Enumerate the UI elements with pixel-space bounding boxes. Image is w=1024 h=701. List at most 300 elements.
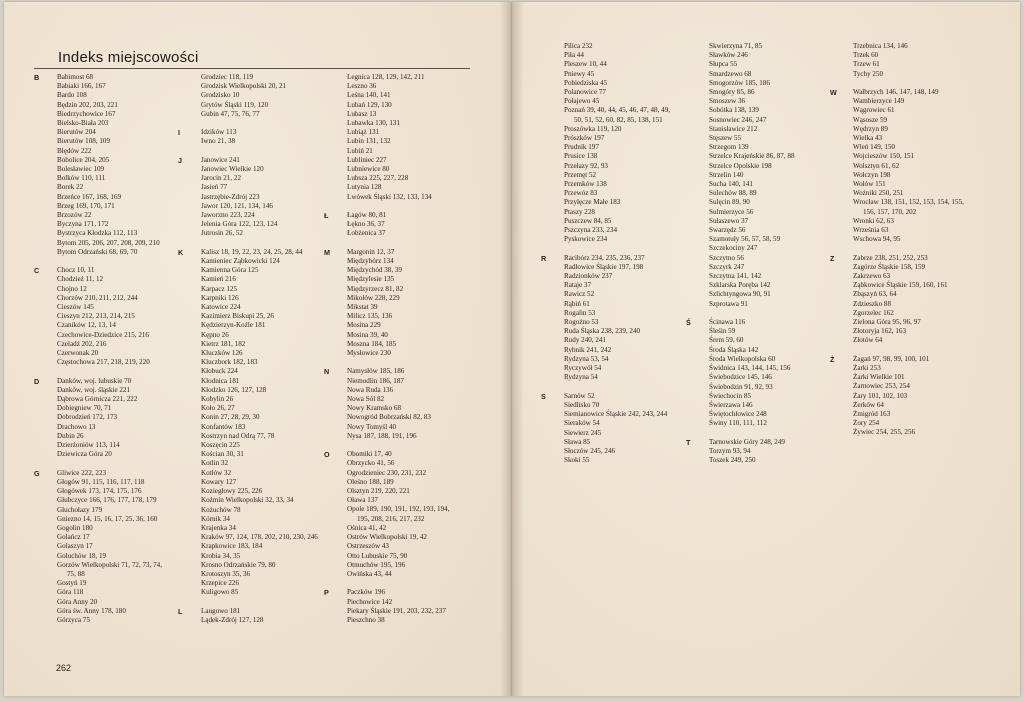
section-letter: B [34, 73, 40, 82]
index-entry: Prusice 138 [564, 152, 598, 161]
index-entry: Poznań 39, 40, 44, 45, 46, 47, 48, 49, [564, 106, 671, 115]
index-entry: Żarki Wielkie 101 [853, 373, 905, 382]
index-entry: Karpacz 125 [201, 284, 238, 293]
index-entry: Chocz 10, 11 [57, 266, 95, 275]
index-entry: Łagów 80, 81 [347, 211, 387, 220]
index-entry: Dzierżoniów 113, 114 [57, 441, 120, 450]
index-entry: Skwierzyna 71, 85 [709, 42, 762, 50]
index-entry: Wleń 149, 150 [853, 143, 895, 152]
index-entry: Katowice 224 [201, 303, 241, 312]
index-entry: Sławków 246 [709, 51, 748, 60]
index-entry: Rydzyna 54 [564, 373, 598, 382]
index-entry: Bielsko-Biała 203 [57, 119, 109, 128]
index-entry: Złotoryja 162, 163 [853, 327, 906, 336]
index-entry: Jawor 120, 121, 134, 146 [201, 201, 273, 210]
index-entry: Cieszów 145 [57, 303, 94, 312]
index-entry: Mosina 229 [347, 321, 381, 330]
index-entry: Konfantów 183 [201, 422, 246, 431]
index-entry: Dobrodzień 172, 173 [57, 413, 118, 422]
index-entry: Lubiąż 131 [347, 128, 380, 137]
index-entry: Międzychód 38, 39 [347, 266, 402, 275]
index-entry: Sułaszewo 37 [709, 216, 749, 225]
index-entry: Sucha 140, 141 [709, 180, 753, 189]
index-entry: Kłodnica 181 [201, 376, 240, 385]
index-entry: Zielona Góra 95, 96, 97 [853, 318, 921, 327]
index-entry: Oleśno 188, 189 [347, 477, 394, 486]
index-entry: Cieszyn 212, 213, 214, 215 [57, 312, 135, 321]
index-entry: Sulmierzyce 56 [709, 207, 754, 216]
index-entry: Lwówek Śląski 132, 133, 134 [347, 192, 432, 201]
index-entry: Sobótka 138, 139 [709, 106, 759, 115]
index-entry: Trzebnica 134, 146 [853, 42, 908, 50]
index-entry: Drachowo 13 [57, 422, 96, 431]
index-entry: Golaszyn 17 [57, 542, 93, 551]
section-letter: Ś [686, 318, 691, 327]
index-entry: Zgorzelec 162 [853, 308, 894, 317]
index-entry: Ptaszy 228 [564, 207, 595, 216]
index-entry-continuation: 50, 51, 52, 60, 82, 85, 138, 151 [574, 115, 663, 124]
index-entry: Wągrowiec 61 [853, 106, 895, 115]
index-entry: Złotów 64 [853, 336, 883, 345]
index-entry: Świebodzin 91, 92, 93 [709, 382, 773, 391]
index-entry: Pobiedziska 45 [564, 78, 608, 87]
index-entry: Jasień 77 [201, 183, 228, 192]
index-entry: Namysłów 185, 186 [347, 367, 405, 376]
index-entry: Kamieniec Ząbkowicki 124 [201, 257, 280, 266]
index-entry: Krobia 34, 35 [201, 551, 241, 560]
section-letter: J [178, 155, 182, 165]
index-entry: Grodzisko 10 [201, 91, 240, 100]
index-entry: Nowy Tomyśl 40 [347, 422, 397, 431]
index-entry: Prószków 197 [564, 134, 605, 143]
index-entry: Słupca 55 [709, 60, 738, 69]
section-letter: L [178, 606, 183, 616]
index-entry: Legnica 128, 129, 142, 211 [347, 73, 425, 81]
index-entry: Borek 22 [57, 183, 84, 192]
index-entry: Wronki 62, 63 [853, 216, 894, 225]
index-entry: Śrem 59, 60 [709, 336, 744, 345]
index-entry: Czeladź 202, 216 [57, 339, 107, 348]
index-entry: Kuligowo 85 [201, 588, 239, 597]
index-entry: Bierutów 204 [57, 128, 96, 137]
index-entry: Przełazy 92, 93 [564, 161, 608, 170]
index-entry: Strzelce Opolskie 198 [709, 161, 772, 170]
index-entry: Kluczków 126 [201, 349, 243, 358]
index-entry: Łękno 36, 37 [347, 220, 385, 229]
index-entry: Lubliniec 227 [347, 155, 387, 164]
section-gap [564, 244, 670, 253]
index-entry: Wojcieszów 150, 151 [853, 152, 915, 161]
index-entry: Toszek 249, 250 [709, 456, 756, 465]
section-letter: M [324, 247, 330, 257]
section-letter: T [686, 437, 691, 447]
index-entry: Janowiec Wielkie 120 [201, 165, 264, 173]
index-entry: Margonin 12, 37 [347, 247, 395, 256]
index-entry: Rogalin 53 [564, 308, 596, 317]
index-entry: Świerzawa 146 [709, 400, 753, 409]
index-entry: Głubczyce 166, 176, 177, 178, 179 [57, 496, 157, 505]
index-entry: Lubiń 21 [347, 146, 373, 155]
section-gap [347, 358, 449, 367]
index-entry: Trzew 61 [853, 60, 880, 69]
index-entry: Milicz 135, 136 [347, 312, 393, 321]
index-entry: Koło 26, 27 [201, 404, 235, 413]
entries [324, 73, 449, 625]
index-entry: Zdzieszko 88 [853, 299, 892, 308]
index-entry: Gubin 47, 75, 76, 77 [201, 109, 260, 118]
index-entry: Piechowice 142 [347, 597, 393, 606]
index-entry: Leszno 36 [347, 82, 377, 91]
index-entry: Prudnik 197 [564, 143, 599, 152]
index-entry: Pleszew 10, 44 [564, 60, 607, 69]
index-entry: Strzegom 139 [709, 143, 749, 152]
index-column-1 [34, 73, 162, 625]
index-entry: Gostyń 19 [57, 579, 87, 588]
book-gutter [500, 2, 524, 696]
index-entry: Pyskowice 234 [564, 235, 608, 244]
index-column-5 [686, 42, 795, 465]
index-entry: Szklarska Poręba 142 [709, 281, 771, 290]
index-entry: Babimost 68 [57, 73, 94, 81]
section-letter: P [324, 588, 329, 598]
index-entry: Głuchołazy 179 [57, 505, 103, 514]
index-entry: Bardo 108 [57, 91, 87, 100]
index-entry: Ośnica 41, 42 [347, 523, 387, 532]
index-entry: Nysa 187, 188, 191, 196 [347, 431, 417, 440]
section-letter: Ł [324, 211, 329, 220]
section-gap [709, 429, 795, 438]
index-entry: Kłobuck 224 [201, 367, 238, 376]
index-entry: Głogówek 173, 174, 175, 176 [57, 487, 142, 496]
index-entry: Kotlin 32 [201, 459, 228, 468]
index-entry: Kłodzko 126, 127, 128 [201, 385, 267, 394]
index-entry: Środa Śląska 142 [709, 345, 759, 354]
index-entry: Wielka 43 [853, 134, 883, 143]
index-entry: Kowary 127 [201, 477, 237, 486]
index-entry: Sieraków 54 [564, 419, 600, 428]
index-entry: Kobylin 26 [201, 395, 234, 404]
index-entry: Żywiec 254, 255, 256 [853, 428, 916, 437]
index-entry: Ostrów Wielkopolski 19, 42 [347, 533, 427, 542]
index-entry: Koźmin Wielkopolski 32, 33, 34 [201, 496, 294, 505]
index-entry: Szczytna 141, 142 [709, 272, 762, 281]
index-entry: Żagań 97, 98, 99, 100, 101 [853, 354, 930, 363]
index-entry: Trzek 60 [853, 51, 879, 60]
index-entry: Jastrzębie-Zdrój 223 [201, 192, 260, 201]
index-entry: Lubsza 225, 227, 228 [347, 174, 409, 183]
index-entry: Wąsosze 59 [853, 115, 888, 124]
index-entry: Sarnów 52 [564, 391, 595, 400]
index-entry: Otmuchów 195, 196 [347, 560, 406, 569]
section-gap [201, 239, 318, 248]
index-entry: Będzin 202, 203, 221 [57, 100, 118, 109]
section-gap [347, 202, 449, 211]
index-entry: Smogorzów 185, 186 [709, 78, 770, 87]
index-entry: Chojno 12 [57, 284, 87, 293]
entries [34, 73, 162, 625]
section-gap [709, 309, 795, 318]
index-entry: Bystrzyca Kłodzka 112, 113 [57, 229, 138, 238]
index-entry: Dziewicza Góra 20 [57, 450, 112, 459]
index-entry: Bolków 110, 111 [57, 174, 106, 183]
index-entry: Rudy 240, 241 [564, 336, 606, 345]
index-entry: Obomiki 17, 40 [347, 450, 392, 459]
section-letter: K [178, 247, 184, 257]
index-entry: Ogrodzieniec 230, 231, 232 [347, 468, 426, 477]
section-letter: I [178, 128, 180, 138]
index-entry: Ścinawa 116 [709, 318, 746, 327]
section-gap [853, 244, 964, 253]
index-entry: Dąbrowa Górnicza 221, 222 [57, 395, 138, 404]
section-letter: W [830, 88, 837, 97]
index-entry: Szczekociny 247 [709, 244, 758, 253]
index-entry: Konin 27, 28, 29, 30 [201, 413, 260, 422]
index-entry: Rawicz 52 [564, 290, 595, 299]
index-entry: Puszczew 84, 85 [564, 216, 612, 225]
index-entry: Leśna 140, 141 [347, 91, 391, 100]
index-entry: Kazimierz Biskupi 25, 26 [201, 312, 274, 321]
index-entry: Góra św. Anny 178, 180 [57, 606, 126, 615]
index-entry: Świdnica 143, 144, 145, 156 [709, 364, 791, 373]
section-gap [347, 579, 449, 588]
section-gap [564, 383, 670, 392]
section-gap [201, 119, 318, 128]
index-entry: Golańcz 17 [57, 533, 90, 542]
index-entry: Sulęcin 89, 90 [709, 198, 750, 207]
index-column-2 [178, 73, 318, 625]
index-entry: Kostrzyn nad Odrą 77, 78 [201, 431, 275, 440]
index-entry: Świętochłowice 248 [709, 410, 767, 419]
index-entry: Lutynia 128 [347, 183, 382, 192]
index-entry: Pszczyna 233, 234 [564, 226, 617, 235]
index-entry: Brzeńce 167, 168, 169 [57, 192, 122, 201]
index-entry: Owińska 43, 44 [347, 569, 392, 578]
index-entry: Danków, woj. śląskie 221 [57, 385, 131, 394]
index-entry: Biedrzychowice 167 [57, 109, 116, 118]
index-entry-continuation: 195, 208, 216, 217, 232 [357, 514, 425, 523]
index-entry: Niemodlin 186, 187 [347, 376, 404, 385]
section-letter: D [34, 376, 40, 386]
index-entry: Kożuchów 78 [201, 505, 241, 514]
index-entry: Racibórz 234, 235, 236, 237 [564, 253, 645, 262]
index-entry: Szprotawa 91 [709, 299, 748, 308]
index-entry: Mysłowice 230 [347, 349, 391, 358]
index-entry: Kędzierzyn-Koźle 181 [201, 321, 266, 330]
index-entry: Radzionków 237 [564, 272, 613, 281]
index-entry: Nowogród Bobrzański 82, 83 [347, 413, 431, 422]
section-gap [201, 598, 318, 607]
index-entry: Mikołów 228, 229 [347, 293, 400, 302]
index-entry: Laugowo 181 [201, 606, 241, 615]
index-entry: Strzelce Krajeńskie 86, 87, 88 [709, 152, 795, 161]
index-entry: Słoczów 245, 246 [564, 446, 616, 455]
index-entry: Piekary Śląskie 191, 203, 232, 237 [347, 606, 446, 615]
index-entry: Zakrzewo 63 [853, 272, 891, 281]
index-entry: Krzepice 226 [201, 579, 240, 588]
index-entry: Strzelin 140 [709, 170, 744, 179]
index-entry: Przemęt 52 [564, 170, 597, 179]
index-entry: Pniewy 45 [564, 69, 595, 78]
index-entry: Zabrze 238, 251, 252, 253 [853, 253, 928, 262]
index-entry: Żerków 64 [853, 400, 884, 409]
index-entry: Koziegłowy 225, 226 [201, 487, 263, 496]
index-entry: Przemków 138 [564, 180, 607, 189]
index-entry: Otto Lubuskie 75, 90 [347, 551, 408, 560]
index-entry: Gorzów Wielkopolski 71, 72, 73, 74, [57, 560, 162, 569]
index-entry: Ruda Śląska 238, 239, 240 [564, 327, 641, 336]
index-entry: Gliwice 222, 223 [57, 468, 107, 477]
index-entry: Siedlisko 70 [564, 400, 600, 409]
index-entry: Woźniki 250, 251 [853, 189, 904, 198]
index-entry: Moszna 184, 185 [347, 339, 397, 348]
index-entry: Sosnowiec 246, 247 [709, 115, 767, 124]
index-entry: Ryczywół 54 [564, 364, 602, 373]
index-entry: Bobolice 204, 205 [57, 155, 110, 164]
index-entry: Paczków 196 [347, 588, 386, 597]
index-entry: Czechowice-Dziedzice 215, 216 [57, 330, 149, 339]
index-entry: Tarnowskie Góry 248, 249 [709, 437, 785, 446]
index-entry: Szamotuły 56, 57, 58, 59 [709, 235, 781, 244]
index-entry: Gogolin 180 [57, 523, 93, 532]
index-entry: Kórnik 34 [201, 514, 230, 523]
index-entry: Ząbkowice Śląskie 159, 160, 161 [853, 281, 948, 290]
index-entry: Żarnowiec 253, 254 [853, 382, 910, 391]
entries [541, 42, 670, 465]
index-entry: Szczytno 56 [709, 253, 744, 262]
index-entry: Czaników 12, 13, 14 [57, 321, 116, 330]
index-entry: Karpniki 126 [201, 293, 239, 302]
index-entry: Wędrzyn 89 [853, 124, 888, 133]
section-letter: O [324, 450, 330, 460]
index-entry: Lubań 129, 130 [347, 100, 392, 109]
index-entry: Łobżenica 37 [347, 229, 386, 238]
index-entry: Kraków 97, 124, 178, 202, 210, 230, 246 [201, 533, 318, 542]
index-entry: Pilica 232 [564, 42, 593, 50]
index-entry: Góra 118 [57, 588, 84, 597]
index-entry: Danków, woj. lubuskie 70 [57, 376, 132, 385]
index-entry: Idzików 113 [201, 128, 237, 137]
index-entry: Grytów Śląski 119, 120 [201, 100, 269, 109]
index-entry: Świebodzice 145, 146 [709, 373, 772, 382]
index-entry: Jarocin 21, 22 [201, 174, 241, 183]
index-entry: Brzeg 169, 170, 171 [57, 201, 115, 210]
entries [178, 73, 318, 625]
section-gap [57, 257, 162, 266]
index-entry: Tychy 250 [853, 69, 884, 78]
index-entry: Krosno Odrzańskie 79, 80 [201, 560, 276, 569]
section-gap [57, 367, 162, 376]
index-entry: Górzyca 75 [57, 615, 90, 624]
index-entry: Siewierz 245 [564, 428, 602, 437]
index-entry: Nowa Sól 82 [347, 395, 385, 404]
index-entry: Rąbiń 61 [564, 299, 590, 308]
index-entry-continuation: 75, 88 [67, 569, 85, 578]
index-entry: Radłowice Śląskie 197, 198 [564, 262, 644, 271]
index-entry: Wałbrzych 146, 147, 148, 149 [853, 88, 939, 96]
index-entry: Polanowice 77 [564, 88, 606, 97]
index-entry: Krotoszyn 35, 36 [201, 569, 251, 578]
index-entry: Nowa Ruda 136 [347, 385, 394, 394]
index-entry: Kępno 26 [201, 330, 229, 339]
index-entry: Wołczyn 198 [853, 170, 891, 179]
index-entry: Żmigród 163 [853, 410, 891, 419]
index-entry: Kalisz 18, 19, 22, 23, 24, 25, 28, 44 [201, 247, 303, 256]
index-entry: Goluchów 18, 19 [57, 551, 107, 560]
page-title: Indeks miejscowości [58, 49, 199, 66]
index-entry: Świny 110, 111, 112 [709, 419, 767, 428]
index-entry: Sulechów 88, 89 [709, 189, 757, 198]
index-entry: Swarzędz 56 [709, 226, 746, 235]
index-entry: Żary 101, 102, 103 [853, 391, 908, 400]
index-entry: Stanisławice 212 [709, 124, 758, 133]
index-entry: Krajenka 34 [201, 523, 236, 532]
index-entry: Janowice 241 [201, 155, 240, 164]
index-entry: Lubniewice 80 [347, 165, 390, 174]
index-entry: Siemianowice Śląskie 242, 243, 244 [564, 410, 668, 419]
index-column-6 [830, 42, 964, 438]
section-gap [347, 239, 449, 248]
index-entry: Wambierzyce 149 [853, 97, 905, 106]
index-entry: Pieszchno 38 [347, 615, 385, 624]
index-entry: Śleśin 59 [709, 327, 736, 336]
index-entry: Jelenia Góra 122, 123, 124 [201, 220, 278, 229]
index-entry: Góra Anny 20 [57, 597, 98, 606]
index-entry: Głogów 91, 115, 116, 117, 118 [57, 477, 145, 486]
section-letter: N [324, 367, 330, 377]
index-entry: Szczyrk 247 [709, 262, 745, 271]
index-entry: Lubasz 13 [347, 109, 377, 118]
index-entry: Przyłęcze Małe 183 [564, 198, 621, 207]
index-entry: Środa Wielkopolska 60 [709, 354, 776, 363]
index-entry: Rataje 37 [564, 281, 591, 290]
index-entry: Żory 254 [853, 419, 880, 428]
index-entry: Wolsztyn 61, 62 [853, 161, 900, 170]
index-entry: Zagórze Śląskie 158, 159 [853, 262, 926, 271]
index-entry: Smoszew 36 [709, 97, 746, 106]
index-entry: Kościan 30, 31 [201, 450, 244, 459]
index-entry: Piła 44 [564, 51, 584, 60]
index-entry: Brzozów 22 [57, 211, 92, 220]
section-gap [853, 346, 964, 355]
index-entry: Przewóz 83 [564, 189, 598, 198]
index-entry: Chodzież 11, 12 [57, 275, 104, 284]
index-entry: Dubin 26 [57, 431, 84, 440]
index-entry: Międzyrzecz 81, 82 [347, 284, 404, 293]
index-entry: Oława 137 [347, 496, 378, 505]
index-entry: Rybnik 241, 242 [564, 345, 612, 354]
index-entry: Bierutów 108, 109 [57, 137, 111, 146]
index-entry: Zbąszyń 63, 64 [853, 290, 897, 299]
index-entry: Świechocin 85 [709, 391, 751, 400]
index-entry: Czerwonak 20 [57, 349, 99, 358]
index-entry: Iwno 21, 38 [201, 137, 236, 146]
index-entry: Mosina 39, 40 [347, 330, 388, 339]
index-entry: Częstochowa 217, 218, 219, 220 [57, 358, 150, 367]
index-entry: Lądek-Zdrój 127, 128 [201, 615, 264, 624]
index-entry: Opole 189, 190, 191, 192, 193, 194, [347, 505, 450, 514]
section-gap [201, 147, 318, 156]
index-entry: Wschowa 94, 95 [853, 235, 901, 244]
section-letter: Ż [830, 354, 835, 364]
index-entry: Błędów 222 [57, 146, 92, 155]
section-gap [347, 441, 449, 450]
section-letter: R [541, 253, 547, 263]
index-entry: Sława 85 [564, 437, 591, 446]
index-entry: Rogoźno 53 [564, 318, 599, 327]
section-letter: Z [830, 253, 835, 263]
index-column-3 [324, 73, 449, 625]
title-rule [34, 68, 470, 69]
